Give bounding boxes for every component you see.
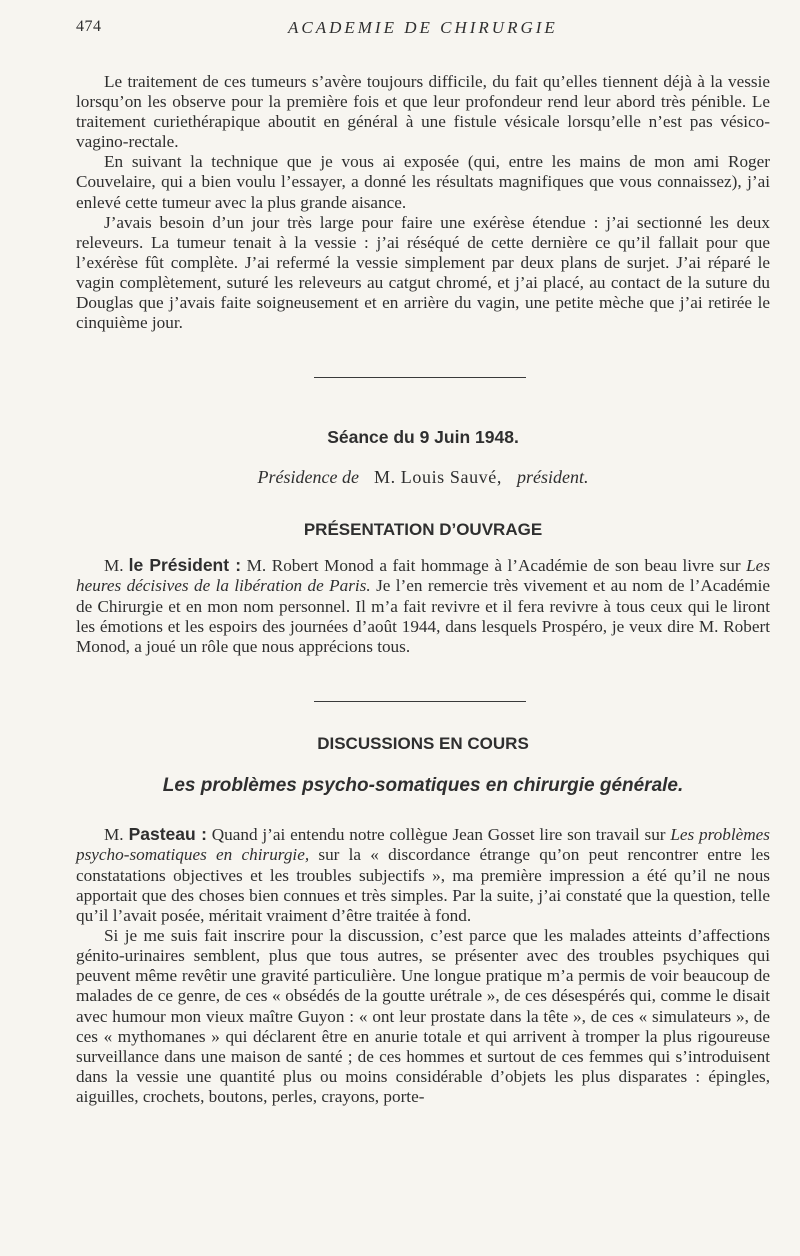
- presentation-heading: PRÉSENTATION D’OUVRAGE: [303, 520, 543, 540]
- presentation-text-before-title: M. Robert Monod a fait hommage à l’Académie de son beau livre sur: [246, 556, 741, 576]
- speaker-name: Pasteau :: [128, 824, 207, 845]
- section-divider: [314, 377, 526, 378]
- opening-paragraph: En suivant la technique que je vous ai exposée (qui, entre les mains de mon ami Roger Couvelaire, qui a bien voulu l’essayer, a donné les résultats magnifiques que vous connaissez), j’ai enlevé cette tumeur avec la plus grande aisance.: [76, 152, 770, 212]
- discussion-section: [76, 824, 770, 1107]
- presentation-paragraph: [76, 555, 770, 657]
- presidency-name: M. Louis Sauvé,: [373, 467, 502, 488]
- presidency-line: [76, 466, 770, 488]
- presidency-prefix: Présidence de: [257, 467, 359, 488]
- journal-title: ACADEMIE DE CHIRURGIE: [288, 18, 558, 37]
- opening-text: [76, 72, 770, 333]
- discussion-paragraph: [76, 824, 770, 926]
- cited-work: Les problèmes psycho-somatiques en chirurgie,: [76, 825, 770, 865]
- running-header: [76, 18, 770, 44]
- book-title: Les heures décisives de la libération de Paris.: [76, 556, 771, 596]
- discussions-heading: DISCUSSIONS EN COURS: [317, 734, 529, 754]
- speaker-prefix: M.: [104, 556, 124, 576]
- speaker-name: le Président :: [128, 555, 242, 576]
- discussion-text-before-title: Quand j’ai entendu notre collègue Jean Gosset lire son travail sur: [211, 825, 666, 845]
- presidency-suffix: président.: [516, 467, 589, 488]
- page-number: 474: [76, 18, 102, 35]
- opening-paragraph: J’avais besoin d’un jour très large pour faire une exérèse étendue : j’ai sectionné les deux releveurs. La tumeur tenait à la vessie : j’ai réséqué de cette dernière ce qu’il fallait pour que l’exérèse fût complète. J’ai refermé la vessie simplement par deux plans de surjet. J’ai réparé le vagin complètement, suturé les releveurs au catgut chromé, et j’ai placé, au contact de la suture du Douglas que j’avais faite soigneusement et en arrière du vagin, une petite mèche que j’ai retirée le cinquième jour.: [76, 212, 770, 333]
- speaker-prefix: M.: [104, 825, 124, 845]
- article-title: Les problèmes psycho-somatiques en chirurgie générale.: [162, 775, 684, 797]
- session-title: Séance du 9 Juin 1948.: [327, 427, 519, 448]
- opening-paragraph: Le traitement de ces tumeurs s’avère toujours difficile, du fait qu’elles tiennent déjà à la vessie lorsqu’on les observe pour la première fois et que leur profondeur rend leur abord très pénible. Le traitement curiethérapique aboutit en général à une fistule vésicale lorsqu’elle n’est pas vésico-vagino-rectale.: [76, 72, 770, 152]
- discussion-text-after-title: sur la « discordance étrange qu’on peut rencontrer entre les constatations objectives et les troubles subjectifs », ma première impression a été qu’il ne nous apportait que des choses bien connues et très simples. Par la suite, j’ai constaté que la question, telle qu’il l’avait posée, méritait vraiment d’être traitée à fond.: [76, 845, 770, 925]
- discussion-paragraph: Si je me suis fait inscrire pour la discussion, c’est parce que les malades atteints d’affections génito-urinaires semblent, plus que tous autres, se présenter avec des troubles psychiques qui peuvent même revêtir une gravité particulière. Une longue pratique m’a permis de voir beaucoup de malades de ce genre, de ces « obsédés de la goutte urétrale », de ces désespérés qui, comme le disait avec humour mon vieux maître Guyon : « ont leur prostate dans la tête », de ces « simulateurs », de ces « mythomanes » qui déclarent être en anurie totale et qui arrivent à tromper la plus rigoureuse surveillance dans une maison de santé ; de ces hommes et surtout de ces femmes qui s’introduisent dans la vessie une quantité plus ou moins considérable d’objets les plus disparates : épingles, aiguilles, crochets, boutons, perles, crayons, porte-: [76, 926, 770, 1107]
- section-divider: [314, 701, 526, 702]
- presentation-text-after-title: Je l’en remercie très vivement et au nom de l’Académie de Chirurgie et en mon nom personnel. Il m’a fait revivre et il fera revivre à tous ceux qui le liront les émotions et les espoirs des journées d’août 1944, dans lesquels Prospéro, je veux dire M. Robert Monod, a joué un rôle que nous apprécions tous.: [76, 576, 770, 657]
- presentation-section: [76, 555, 770, 657]
